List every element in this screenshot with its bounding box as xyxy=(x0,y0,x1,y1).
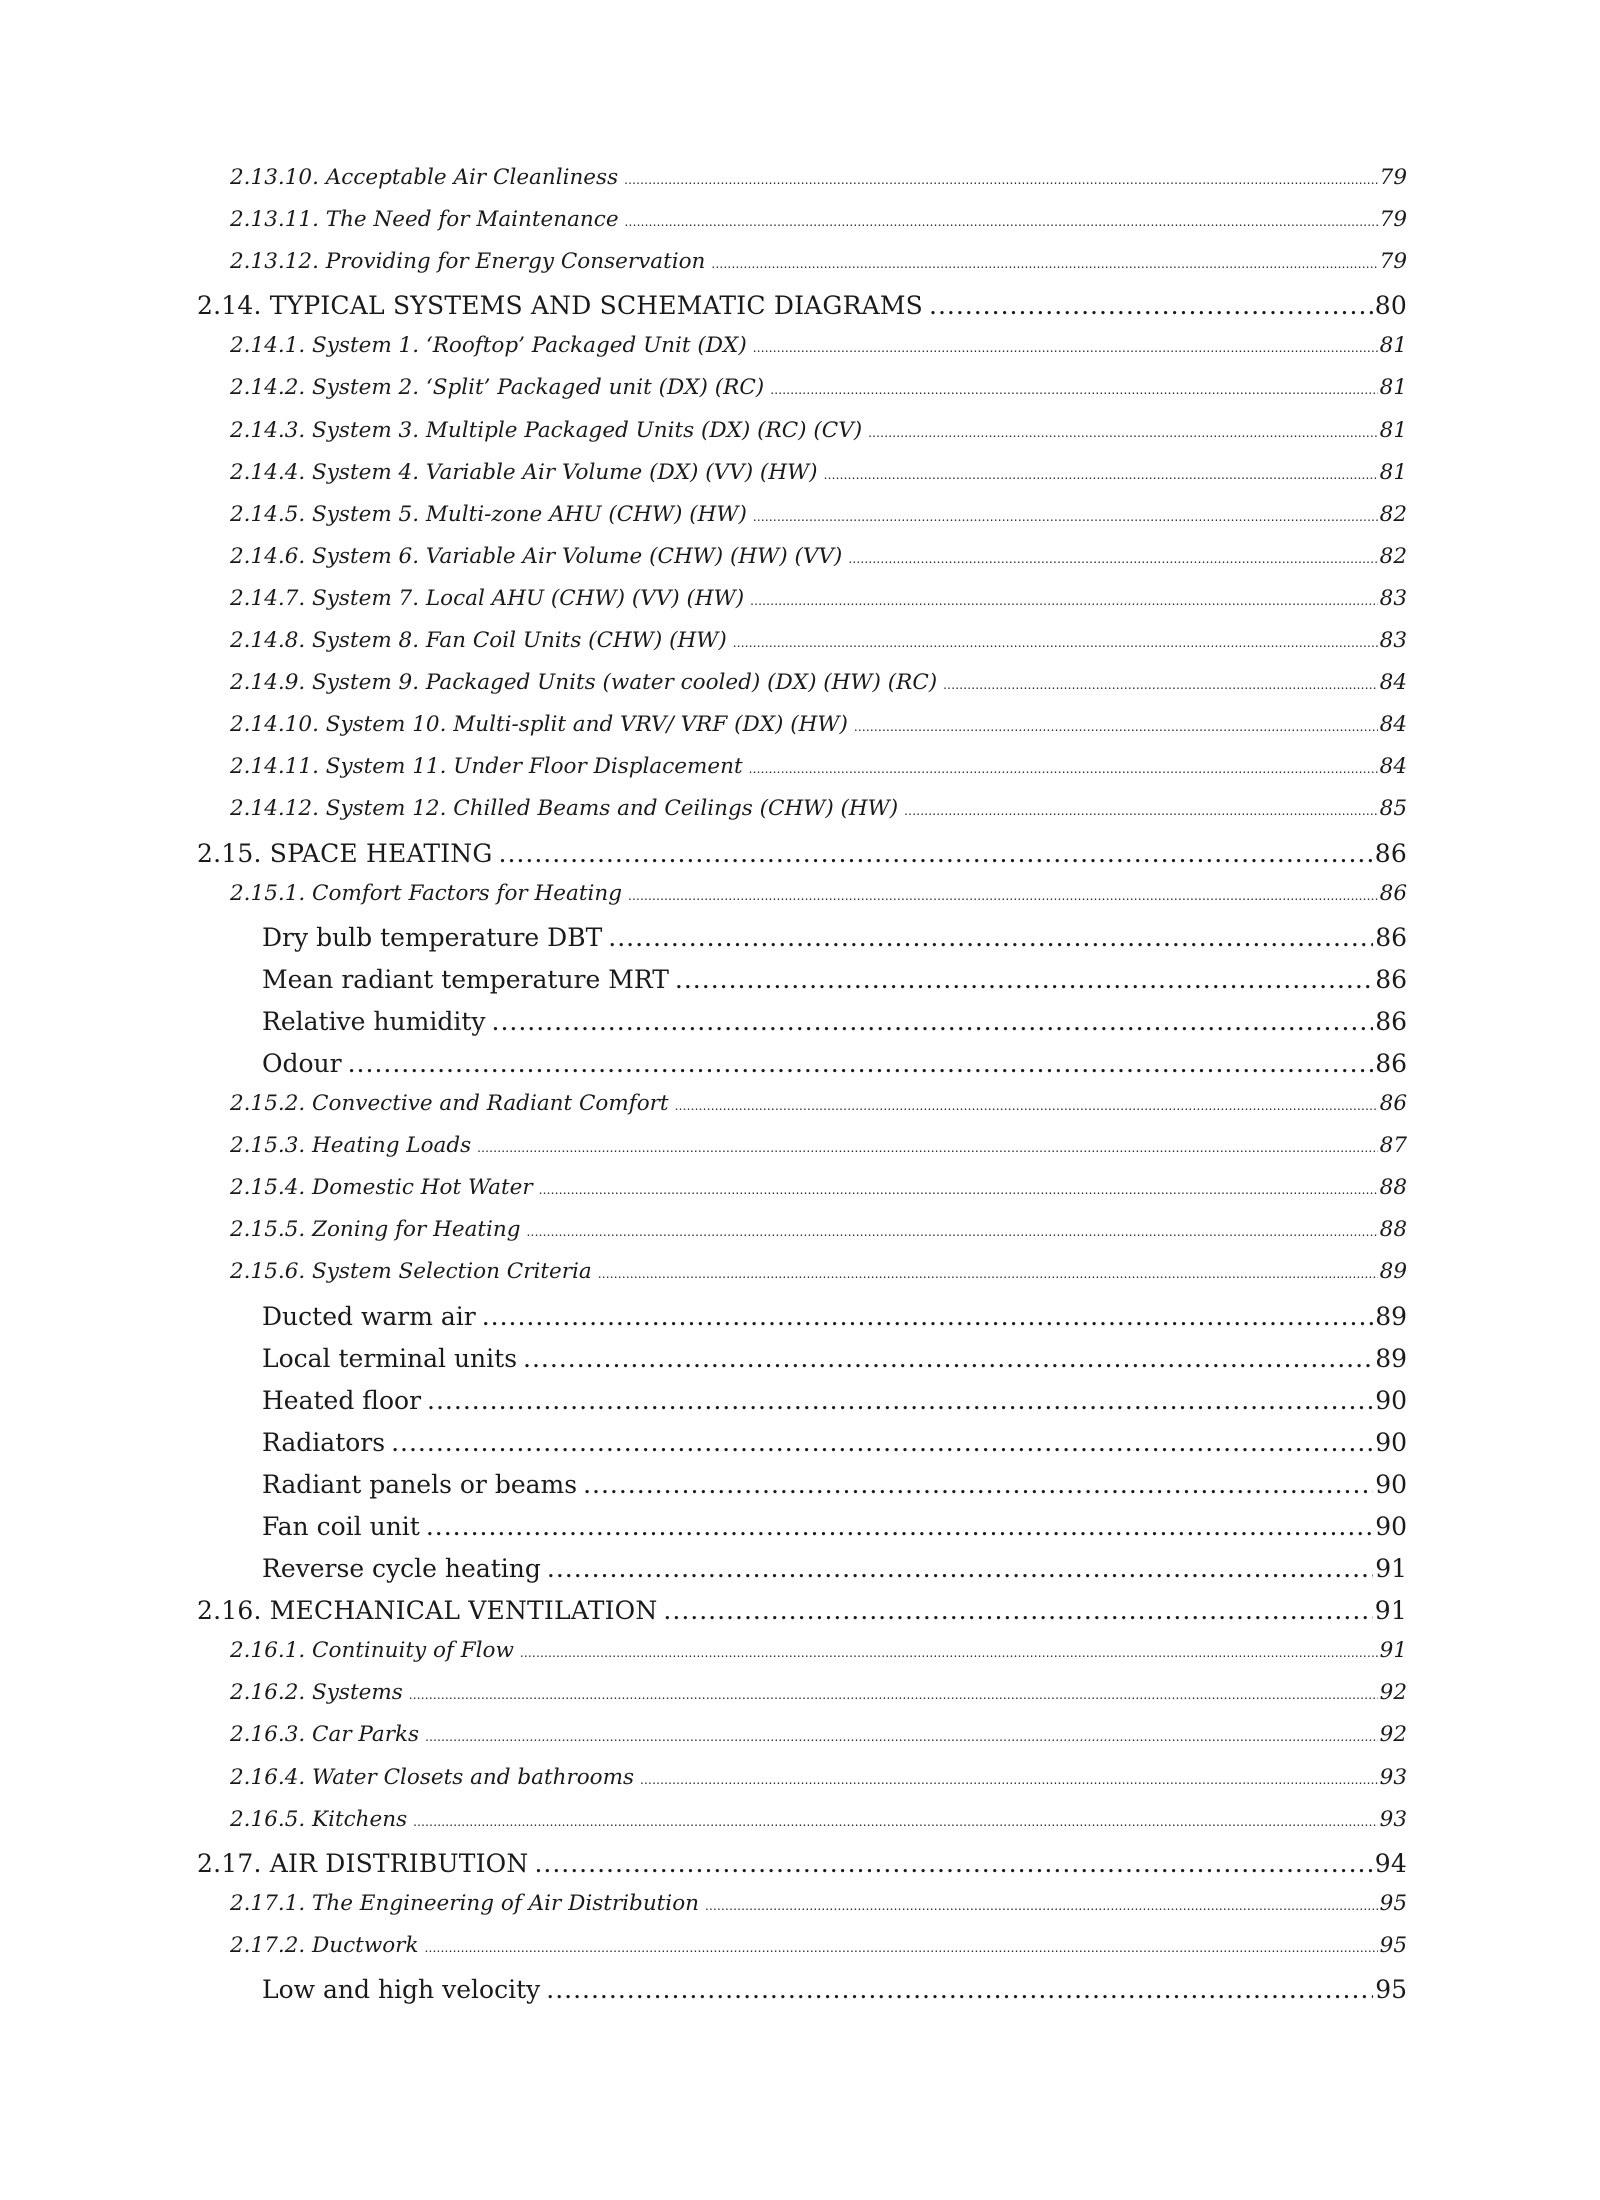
toc-entry[interactable] xyxy=(197,1091,1407,1133)
dot-leader xyxy=(583,1470,1373,1499)
dot-leader xyxy=(749,762,1378,776)
toc-entry-title: 2.15.3. Heating Loads xyxy=(230,1133,472,1159)
toc-entry-title: Odour xyxy=(262,1048,342,1078)
dot-leader xyxy=(848,552,1377,566)
dot-leader xyxy=(492,1007,1374,1036)
toc-entry-page-number: 90 xyxy=(1375,1385,1407,1415)
toc-entry[interactable] xyxy=(197,1344,1407,1386)
toc-entry-page-number: 81 xyxy=(1379,333,1407,359)
dot-leader xyxy=(527,1225,1378,1239)
toc-entry[interactable] xyxy=(197,965,1407,1007)
toc-entry-page-number: 90 xyxy=(1375,1427,1407,1457)
dot-leader xyxy=(663,1596,1372,1625)
toc-entry-page-number: 84 xyxy=(1379,670,1407,696)
toc-entry-title: Reverse cycle heating xyxy=(262,1554,541,1584)
toc-entry-title: 2.13.11. The Need for Maintenance xyxy=(230,207,619,233)
dot-leader xyxy=(753,510,1378,524)
toc-entry-page-number: 92 xyxy=(1379,1722,1407,1748)
toc-entry-page-number: 92 xyxy=(1379,1680,1407,1706)
dot-leader xyxy=(523,1344,1373,1373)
dot-leader xyxy=(711,257,1377,271)
toc-entry-page-number: 81 xyxy=(1379,375,1407,401)
toc-entry-title: Dry bulb temperature DBT xyxy=(262,922,603,952)
dot-leader xyxy=(539,1183,1378,1197)
dot-leader xyxy=(424,1941,1377,1955)
toc-entry[interactable] xyxy=(197,1302,1407,1344)
dot-leader xyxy=(426,1512,1373,1541)
toc-entry[interactable] xyxy=(197,165,1407,207)
toc-entry-page-number: 93 xyxy=(1379,1806,1407,1832)
toc-entry-page-number: 80 xyxy=(1374,291,1407,321)
toc-entry[interactable] xyxy=(197,1807,1407,1849)
dot-leader xyxy=(624,173,1378,187)
toc-entry-page-number: 88 xyxy=(1379,1175,1407,1201)
dot-leader xyxy=(733,636,1378,650)
toc-entry-page-number: 84 xyxy=(1379,754,1407,780)
toc-entry-title: 2.15.4. Domestic Hot Water xyxy=(230,1175,533,1201)
toc-entry[interactable] xyxy=(197,1975,1407,2017)
toc-entry[interactable] xyxy=(197,881,1407,923)
dot-leader xyxy=(348,1049,1374,1078)
toc-entry-title: 2.14.11. System 11. Under Floor Displacement xyxy=(230,754,743,780)
toc-entry-title: 2.14.4. System 4. Variable Air Volume (DX) (VV) (HW) xyxy=(230,459,818,485)
toc-entry[interactable] xyxy=(197,1596,1407,1638)
toc-entry-page-number: 95 xyxy=(1375,1975,1407,2005)
dot-leader xyxy=(868,426,1378,440)
toc-entry-title: 2.15. SPACE HEATING xyxy=(197,838,493,868)
dot-leader xyxy=(499,839,1373,868)
toc-entry-page-number: 89 xyxy=(1375,1301,1407,1331)
toc-entry[interactable] xyxy=(197,249,1407,291)
dot-leader xyxy=(546,1975,1373,2004)
toc-entry-title: 2.13.12. Providing for Energy Conservation xyxy=(230,249,706,275)
toc-entry-title: 2.14.8. System 8. Fan Coil Units (CHW) (HW) xyxy=(230,628,727,654)
toc-entry-title: 2.14.6. System 6. Variable Air Volume (CHW) (HW) (VV) xyxy=(230,543,843,569)
dot-leader xyxy=(904,804,1377,818)
toc-entry-title: Low and high velocity xyxy=(262,1975,541,2005)
dot-leader xyxy=(547,1554,1373,1583)
toc-entry-title: Radiators xyxy=(262,1427,386,1457)
toc-entry-page-number: 86 xyxy=(1375,1006,1407,1036)
toc-entry[interactable] xyxy=(197,1891,1407,1933)
toc-entry-title: 2.14.10. System 10. Multi-split and VRV/ VRF (DX) (HW) xyxy=(230,712,848,738)
dot-leader xyxy=(413,1815,1378,1829)
toc-entry-page-number: 86 xyxy=(1379,880,1407,906)
toc-entry[interactable] xyxy=(197,1554,1407,1596)
toc-entry[interactable] xyxy=(197,754,1407,796)
toc-entry[interactable] xyxy=(197,333,1407,375)
dot-leader xyxy=(628,889,1378,903)
dot-leader xyxy=(675,1099,1378,1113)
dot-leader xyxy=(854,720,1378,734)
toc-entry-page-number: 82 xyxy=(1379,501,1407,527)
toc-entry[interactable] xyxy=(197,291,1407,333)
toc-entry[interactable] xyxy=(197,418,1407,460)
toc-entry[interactable] xyxy=(197,207,1407,249)
dot-leader xyxy=(608,923,1373,952)
toc-entry[interactable] xyxy=(197,1049,1407,1091)
toc-entry[interactable] xyxy=(197,1259,1407,1301)
dot-leader xyxy=(391,1428,1373,1457)
toc-entry-page-number: 89 xyxy=(1375,1343,1407,1373)
toc-entry[interactable] xyxy=(197,1722,1407,1764)
dot-leader xyxy=(477,1141,1378,1155)
toc-entry[interactable] xyxy=(197,1638,1407,1680)
toc-entry-title: 2.15.6. System Selection Criteria xyxy=(230,1259,592,1285)
toc-entry[interactable] xyxy=(197,1386,1407,1428)
toc-entry-page-number: 91 xyxy=(1375,1554,1407,1584)
toc-entry-page-number: 95 xyxy=(1379,1932,1407,1958)
toc-entry-page-number: 86 xyxy=(1375,922,1407,952)
toc-entry-title: 2.17.1. The Engineering of Air Distribution xyxy=(230,1890,699,1916)
toc-entry-page-number: 86 xyxy=(1379,1091,1407,1117)
toc-entry-title: Relative humidity xyxy=(262,1006,486,1036)
toc-entry-page-number: 86 xyxy=(1374,838,1407,868)
toc-entry-title: 2.15.5. Zoning for Heating xyxy=(230,1217,521,1243)
toc-entry[interactable] xyxy=(197,1428,1407,1470)
toc-entry[interactable] xyxy=(197,923,1407,965)
toc-entry-title: 2.14. TYPICAL SYSTEMS AND SCHEMATIC DIAGRAMS xyxy=(197,291,923,321)
toc-entry[interactable] xyxy=(197,375,1407,417)
toc-entry-title: Ducted warm air xyxy=(262,1301,476,1331)
dot-leader xyxy=(482,1302,1373,1331)
toc-entry-title: 2.14.1. System 1. ‘Rooftop’ Packaged Unit (DX) xyxy=(230,333,747,359)
toc-entry-page-number: 95 xyxy=(1379,1890,1407,1916)
toc-entry-page-number: 91 xyxy=(1379,1638,1407,1664)
dot-leader xyxy=(427,1386,1373,1415)
toc-entry-page-number: 89 xyxy=(1379,1259,1407,1285)
toc-entry-page-number: 86 xyxy=(1375,1048,1407,1078)
toc-entry-page-number: 79 xyxy=(1379,207,1407,233)
toc-entry-page-number: 81 xyxy=(1379,459,1407,485)
dot-leader xyxy=(598,1267,1378,1281)
toc-entry-title: Fan coil unit xyxy=(262,1512,420,1541)
toc-entry[interactable] xyxy=(197,670,1407,712)
toc-entry-page-number: 81 xyxy=(1379,417,1407,443)
dot-leader xyxy=(753,341,1378,355)
toc-entry-title: Heated floor xyxy=(262,1385,422,1415)
toc-entry-page-number: 87 xyxy=(1379,1133,1407,1159)
toc-entry[interactable] xyxy=(197,1470,1407,1512)
toc-entry-title: 2.17. AIR DISTRIBUTION xyxy=(197,1848,529,1878)
dot-leader xyxy=(750,594,1378,608)
toc-entry-title: 2.16.4. Water Closets and bathrooms xyxy=(230,1764,635,1790)
toc-entry[interactable] xyxy=(197,1765,1407,1807)
toc-entry-title: 2.13.10. Acceptable Air Cleanliness xyxy=(230,165,619,190)
toc-entry-title: 2.14.5. System 5. Multi-zone AHU (CHW) (HW) xyxy=(230,501,747,527)
dot-leader xyxy=(929,291,1373,320)
toc-entry-page-number: 83 xyxy=(1379,585,1407,611)
toc-entry-page-number: 79 xyxy=(1379,165,1407,190)
toc-entry[interactable] xyxy=(197,586,1407,628)
toc-entry-title: 2.16.3. Car Parks xyxy=(230,1722,420,1748)
toc-entry[interactable] xyxy=(197,1512,1407,1554)
toc-entry-page-number: 90 xyxy=(1375,1512,1407,1541)
toc-entry-title: 2.14.12. System 12. Chilled Beams and Ceilings (CHW) (HW) xyxy=(230,796,899,822)
toc-entry-page-number: 85 xyxy=(1379,796,1407,822)
toc-entry[interactable] xyxy=(197,502,1407,544)
dot-leader xyxy=(534,1849,1372,1878)
toc-entry[interactable] xyxy=(197,796,1407,838)
toc-entry-title: 2.17.2. Ductwork xyxy=(230,1932,419,1958)
dot-leader xyxy=(943,678,1377,692)
toc-entry-title: 2.16.2. Systems xyxy=(230,1680,403,1706)
dot-leader xyxy=(640,1773,1378,1787)
toc-entry-title: Mean radiant temperature MRT xyxy=(262,964,669,994)
toc-entry[interactable] xyxy=(197,1007,1407,1049)
toc-entry[interactable] xyxy=(197,1933,1407,1975)
dot-leader xyxy=(625,215,1378,229)
toc-entry-title: 2.14.2. System 2. ‘Split’ Packaged unit (DX) (RC) xyxy=(230,375,765,401)
dot-leader xyxy=(409,1688,1378,1702)
toc-entry-page-number: 79 xyxy=(1379,249,1407,275)
toc-entry[interactable] xyxy=(197,1849,1407,1891)
toc-entry-title: 2.16.1. Continuity of Flow xyxy=(230,1638,514,1664)
toc-entry-page-number: 84 xyxy=(1379,712,1407,738)
toc-entry-title: 2.14.7. System 7. Local AHU (CHW) (VV) (HW) xyxy=(230,585,745,611)
dot-leader xyxy=(425,1730,1378,1744)
toc-entry-title: Local terminal units xyxy=(262,1343,518,1373)
toc-entry[interactable] xyxy=(197,839,1407,881)
toc-entry[interactable] xyxy=(197,1175,1407,1217)
toc-entry-title: 2.16.5. Kitchens xyxy=(230,1806,408,1832)
toc-entry[interactable] xyxy=(197,712,1407,754)
toc-entry[interactable] xyxy=(197,1217,1407,1259)
toc-entry-page-number: 82 xyxy=(1379,543,1407,569)
toc-entry-page-number: 88 xyxy=(1379,1217,1407,1243)
toc-entry[interactable] xyxy=(197,460,1407,502)
toc-entry-title: 2.15.1. Comfort Factors for Heating xyxy=(230,880,622,906)
toc-entry[interactable] xyxy=(197,628,1407,670)
toc-entry[interactable] xyxy=(197,1133,1407,1175)
toc-entry[interactable] xyxy=(197,1680,1407,1722)
toc-entry-page-number: 86 xyxy=(1375,964,1407,994)
toc-entry-title: 2.14.3. System 3. Multiple Packaged Units (DX) (RC) (CV) xyxy=(230,417,863,443)
toc-entry-page-number: 90 xyxy=(1375,1469,1407,1499)
dot-leader xyxy=(675,965,1373,994)
toc-entry-page-number: 93 xyxy=(1379,1764,1407,1790)
dot-leader xyxy=(770,383,1377,397)
toc-entry-title: 2.14.9. System 9. Packaged Units (water cooled) (DX) (HW) (RC) xyxy=(230,670,938,696)
toc-entry-page-number: 83 xyxy=(1379,628,1407,654)
toc-entry-page-number: 91 xyxy=(1374,1596,1407,1626)
table-of-contents xyxy=(197,165,1407,2017)
toc-entry-title: 2.16. MECHANICAL VENTILATION xyxy=(197,1596,658,1626)
toc-entry-title: 2.15.2. Convective and Radiant Comfort xyxy=(230,1091,669,1117)
dot-leader xyxy=(705,1899,1378,1913)
dot-leader xyxy=(520,1646,1378,1660)
toc-entry-title: Radiant panels or beams xyxy=(262,1469,578,1499)
toc-entry[interactable] xyxy=(197,544,1407,586)
dot-leader xyxy=(824,468,1378,482)
toc-entry-page-number: 94 xyxy=(1374,1848,1407,1878)
